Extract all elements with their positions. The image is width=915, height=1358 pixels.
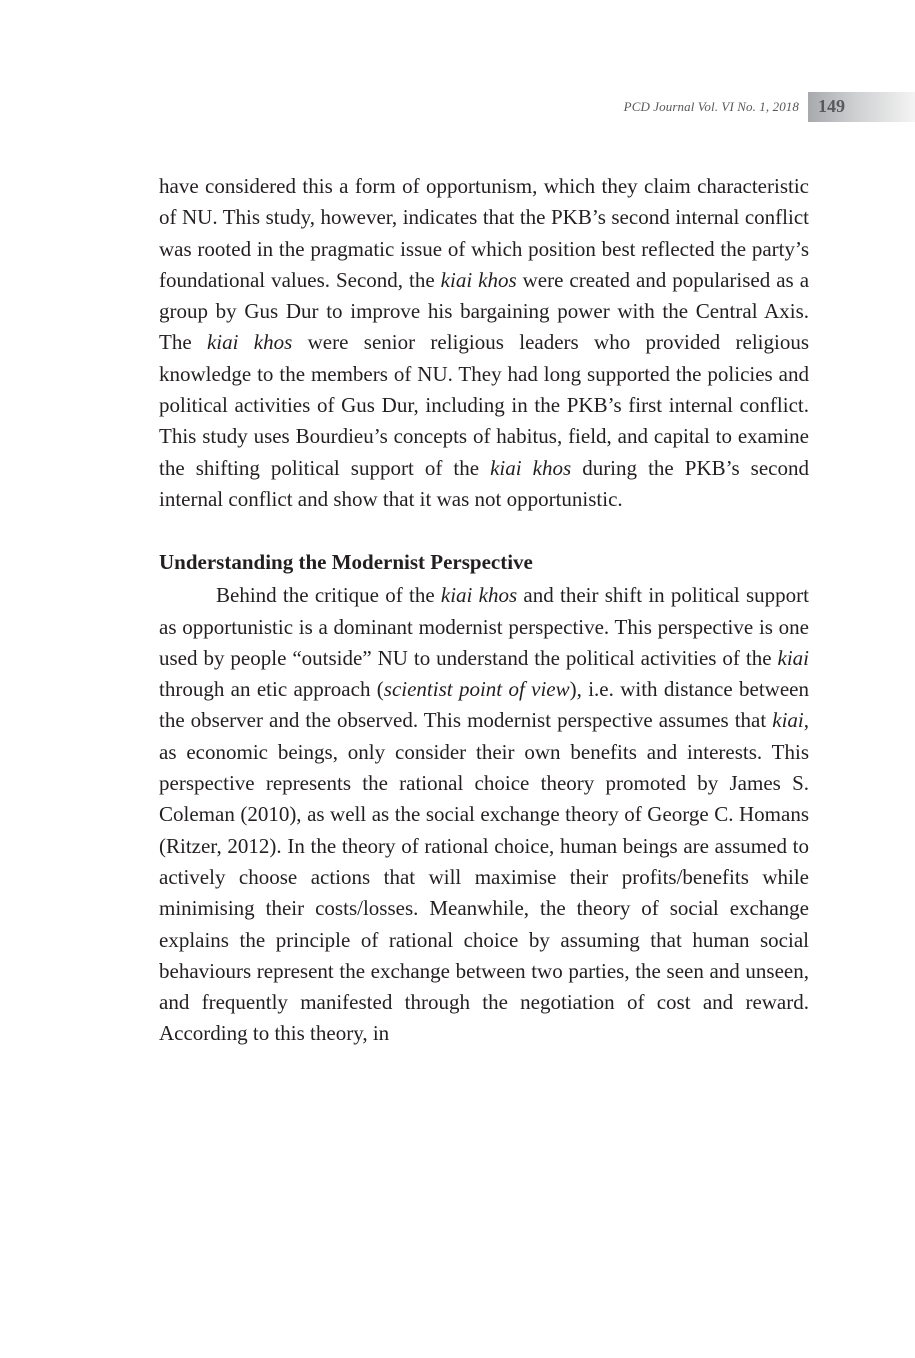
text-run: ), i.e. with distance between the observer and the observed. This modernist perspective assumes that — [159, 677, 809, 733]
text-run: were created and popularised as a group by Gus Dur to improve his bargaining power with the Central Axis. The — [159, 267, 810, 355]
page-number: 149 — [818, 96, 845, 116]
text-run: Behind the critique of the — [216, 583, 441, 608]
text-run: through an etic approach ( — [159, 677, 384, 702]
section-heading: Understanding the Modernist Perspective — [159, 550, 533, 575]
page-number-tab — [808, 92, 915, 122]
italic-term: kiai — [772, 708, 804, 733]
italic-term: kiai — [777, 645, 809, 670]
text-run: and their shift in political support as opportunistic is a dominant modernist perspective. This perspective is one used by people “outside” NU to understand the political activities of the — [159, 583, 809, 670]
italic-term: kiai khos — [440, 583, 518, 608]
article-body — [159, 171, 809, 1050]
text-run: during the PKB’s second internal conflict and show that it was not opportunistic. — [159, 455, 810, 511]
paragraph-continued — [159, 171, 809, 515]
text-run: , as economic beings, only consider their own benefits and interests. This perspective represents the rational choice theory promoted by James S. Coleman (2010), as well as the social exchange theory of George C. Homans (Ritzer, 2012). In the theory of rational choice, human beings are assumed to actively choose actions that will maximise their profits/benefits while minimising their costs/losses. Meanwhile, the theory of social exchange explains the principle of rational choice by assuming that human social behaviours represent the exchange between two parties, the seen and unseen, and frequently manifested through the negotiation of cost and reward. According to this theory, in — [159, 708, 809, 1046]
running-header — [0, 92, 915, 122]
text-run: have considered this a form of opportunism, which they claim characteristic of NU. This study, however, indicates that the PKB’s second internal conflict was rooted in the pragmatic issue of which position best reflected the party’s foundational values. Second, the — [159, 174, 809, 292]
paragraph-modernist-perspective — [159, 580, 809, 1049]
italic-term: kiai khos — [490, 455, 572, 480]
italic-term: kiai khos — [440, 267, 517, 292]
journal-reference: PCD Journal Vol. VI No. 1, 2018 — [623, 99, 799, 114]
italic-term: scientist point of view — [383, 677, 570, 702]
text-run: were senior religious leaders who provided religious knowledge to the members of NU. They had long supported the policies and political activities of Gus Dur, including in the PKB’s first internal conflict. This study uses Bourdieu’s concepts of habitus, field, and capital to examine the shifting political support of the — [159, 330, 809, 480]
italic-term: kiai khos — [206, 330, 293, 355]
